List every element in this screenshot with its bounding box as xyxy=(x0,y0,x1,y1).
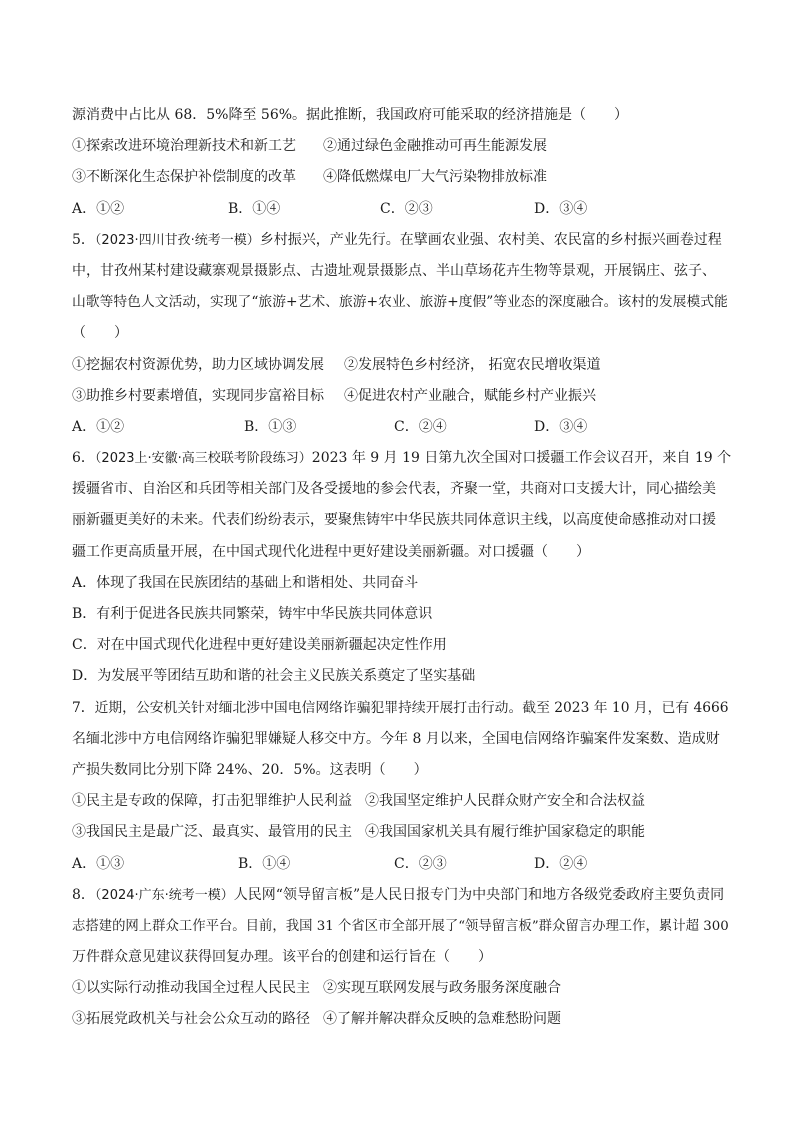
q7-stem-line-2: 名缅北涉中方电信网络诈骗犯罪嫌疑人移交中方。今年 8 月以来，全国电信网络诈骗案件发案数、造成财 xyxy=(72,730,720,747)
q4-option-d[interactable]: D．③④ xyxy=(534,200,588,217)
q6-stem-line-3: 丽新疆更美好的未来。代表们纷纷表示，要聚焦铸牢中华民族共同体意识主线，以高度使命感推动对口援 xyxy=(72,512,716,529)
q7-items-row-2 xyxy=(72,817,732,848)
q7-stem-line-1: 7．近期，公安机关针对缅北涉中国电信网络诈骗犯罪持续开展打击行动。截至 2023 年 10 月，已有 4666 xyxy=(72,699,729,716)
q6-source: （2023上·安徽·高三校联考阶段练习） xyxy=(94,451,312,467)
q4-items-row-2 xyxy=(72,162,732,193)
q8-source: （2024·广东·统考一模） xyxy=(94,887,234,903)
q5-item-2: ②发展特色乡村经济， 拓宽农民增收渠道 xyxy=(344,356,601,373)
q7-option-a[interactable]: A．①③ xyxy=(72,855,125,872)
q8-number: 8． xyxy=(72,886,95,903)
q4-option-b[interactable]: B．①④ xyxy=(228,200,281,217)
q7-item-2: ②我国坚定维护人民群众财产安全和合法权益 xyxy=(365,793,645,810)
q4-option-c[interactable]: C．②③ xyxy=(380,200,433,217)
q7-stem-line-3: 产损失数同比分别下降 24%、20．5%。这表明（ ） xyxy=(72,761,428,778)
q4-item-3: ③不断深化生态保护补偿制度的改革 xyxy=(72,169,296,186)
q4-item-1: ①探索改进环境治理新技术和新工艺 xyxy=(72,138,296,155)
q5-item-1: ①挖掘农村资源优势，助力区域协调发展 xyxy=(72,356,324,373)
q4-item-2: ②通过绿色金融推动可再生能源发展 xyxy=(323,138,547,155)
q8-item-3: ③拓展党政机关与社会公众互动的路径 xyxy=(72,1011,310,1028)
q4-items-row-1 xyxy=(72,131,732,162)
q8-item-4: ④了解并解决群众反映的急难愁盼问题 xyxy=(323,1011,561,1028)
q6-option-b[interactable]: B．有利于促进各民族共同繁荣，铸牢中华民族共同体意识 xyxy=(72,606,433,622)
q5-stem-1: 乡村振兴，产业先行。在擘画农业强、农村美、农民富的乡村振兴画卷过程 xyxy=(259,231,722,248)
q8-item-2: ②实现互联网发展与政务服务深度融合 xyxy=(323,980,561,997)
q6-stem-1: 2023 年 9 月 19 日第九次全国对口援疆工作会议召开，来自 19 个 xyxy=(311,450,732,467)
q5-stem-line-1 xyxy=(72,225,732,256)
q5-stem-line-2: 中，甘孜州某村建设藏寨观景摄影点、古遗址观景摄影点、半山草场花卉生物等景观，开展锅庄、弦子、 xyxy=(72,262,716,279)
q5-source: （2023·四川甘孜·统考一模） xyxy=(94,232,260,248)
q8-stem-line-3: 万件群众意见建议获得回复办理。该平台的创建和运行旨在（ ） xyxy=(72,949,492,966)
q5-stem-line-4: （ ） xyxy=(72,325,128,342)
q5-option-b[interactable]: B．①③ xyxy=(244,418,297,435)
q4-item-4: ④降低燃煤电厂大气污染物排放标准 xyxy=(323,169,547,186)
q6-stem-line-1 xyxy=(72,443,732,474)
q7-option-c[interactable]: C．②③ xyxy=(394,855,447,872)
q4-option-a[interactable]: A．①② xyxy=(72,200,125,217)
q7-option-b[interactable]: B．①④ xyxy=(238,855,291,872)
q4-stem-tail: 源消费中占比从 68．5%降至 56%。据此推断，我国政府可能采取的经济措施是（ ） xyxy=(72,107,629,123)
q7-option-d[interactable]: D．②④ xyxy=(534,855,588,872)
q6-option-a[interactable]: A．体现了我国在民族团结的基础上和谐相处、共同奋斗 xyxy=(72,574,419,591)
q6-stem-line-4: 疆工作更高质量开展，在中国式现代化进程中更好建设美丽新疆。对口援疆（ ） xyxy=(72,543,590,560)
q7-items-row-1 xyxy=(72,786,732,817)
q7-answer-options xyxy=(72,849,732,880)
q8-items-row-1 xyxy=(72,973,732,1004)
q5-answer-options xyxy=(72,412,732,443)
q5-option-c[interactable]: C．②④ xyxy=(394,418,447,435)
q4-answer-options xyxy=(72,194,732,225)
document-page xyxy=(72,100,732,1036)
q5-items-row-1 xyxy=(72,350,732,381)
q5-option-a[interactable]: A．①② xyxy=(72,418,125,435)
q8-stem-line-1 xyxy=(72,880,732,911)
q6-number: 6． xyxy=(72,450,95,467)
q5-option-d[interactable]: D．③④ xyxy=(534,418,588,435)
q7-item-1: ①民主是专政的保障，打击犯罪维护人民利益 xyxy=(72,793,352,810)
q7-item-4: ④我国国家机关具有履行维护国家稳定的职能 xyxy=(365,824,645,841)
q6-option-c[interactable]: C．对在中国式现代化进程中更好建设美丽新疆起决定性作用 xyxy=(72,637,447,654)
q8-item-1: ①以实际行动推动我国全过程人民民主 xyxy=(72,980,310,997)
q5-number: 5． xyxy=(72,231,95,248)
q8-items-row-2 xyxy=(72,1004,732,1035)
q5-item-3: ③助推乡村要素增值，实现同步富裕目标 xyxy=(72,387,324,404)
q7-item-3: ③我国民主是最广泛、最真实、最管用的民主 xyxy=(72,824,352,841)
q6-option-d[interactable]: D．为发展平等团结互助和谐的社会主义民族关系奠定了坚实基础 xyxy=(72,668,476,685)
q5-item-4: ④促进农村产业融合，赋能乡村产业振兴 xyxy=(344,387,596,404)
q6-stem-line-2: 援疆省市、自治区和兵团等相关部门及各受援地的参会代表，齐聚一堂，共商对口支援大计，同心描绘美 xyxy=(72,481,716,498)
q8-stem-line-2: 志搭建的网上群众工作平台。目前，我国 31 个省区市全部开展了“领导留言板”群众留言办理工作，累计超 300 xyxy=(72,918,729,934)
q5-stem-line-3: 山歌等特色人文活动，实现了“旅游+艺术、旅游+农业、旅游+度假”等业态的深度融合。该村的发展模式能 xyxy=(72,294,728,311)
q5-items-row-2 xyxy=(72,381,732,412)
q8-stem-1: 人民网“领导留言板”是人民日报专门为中央部门和地方各级党委政府主要负责同 xyxy=(233,886,725,903)
